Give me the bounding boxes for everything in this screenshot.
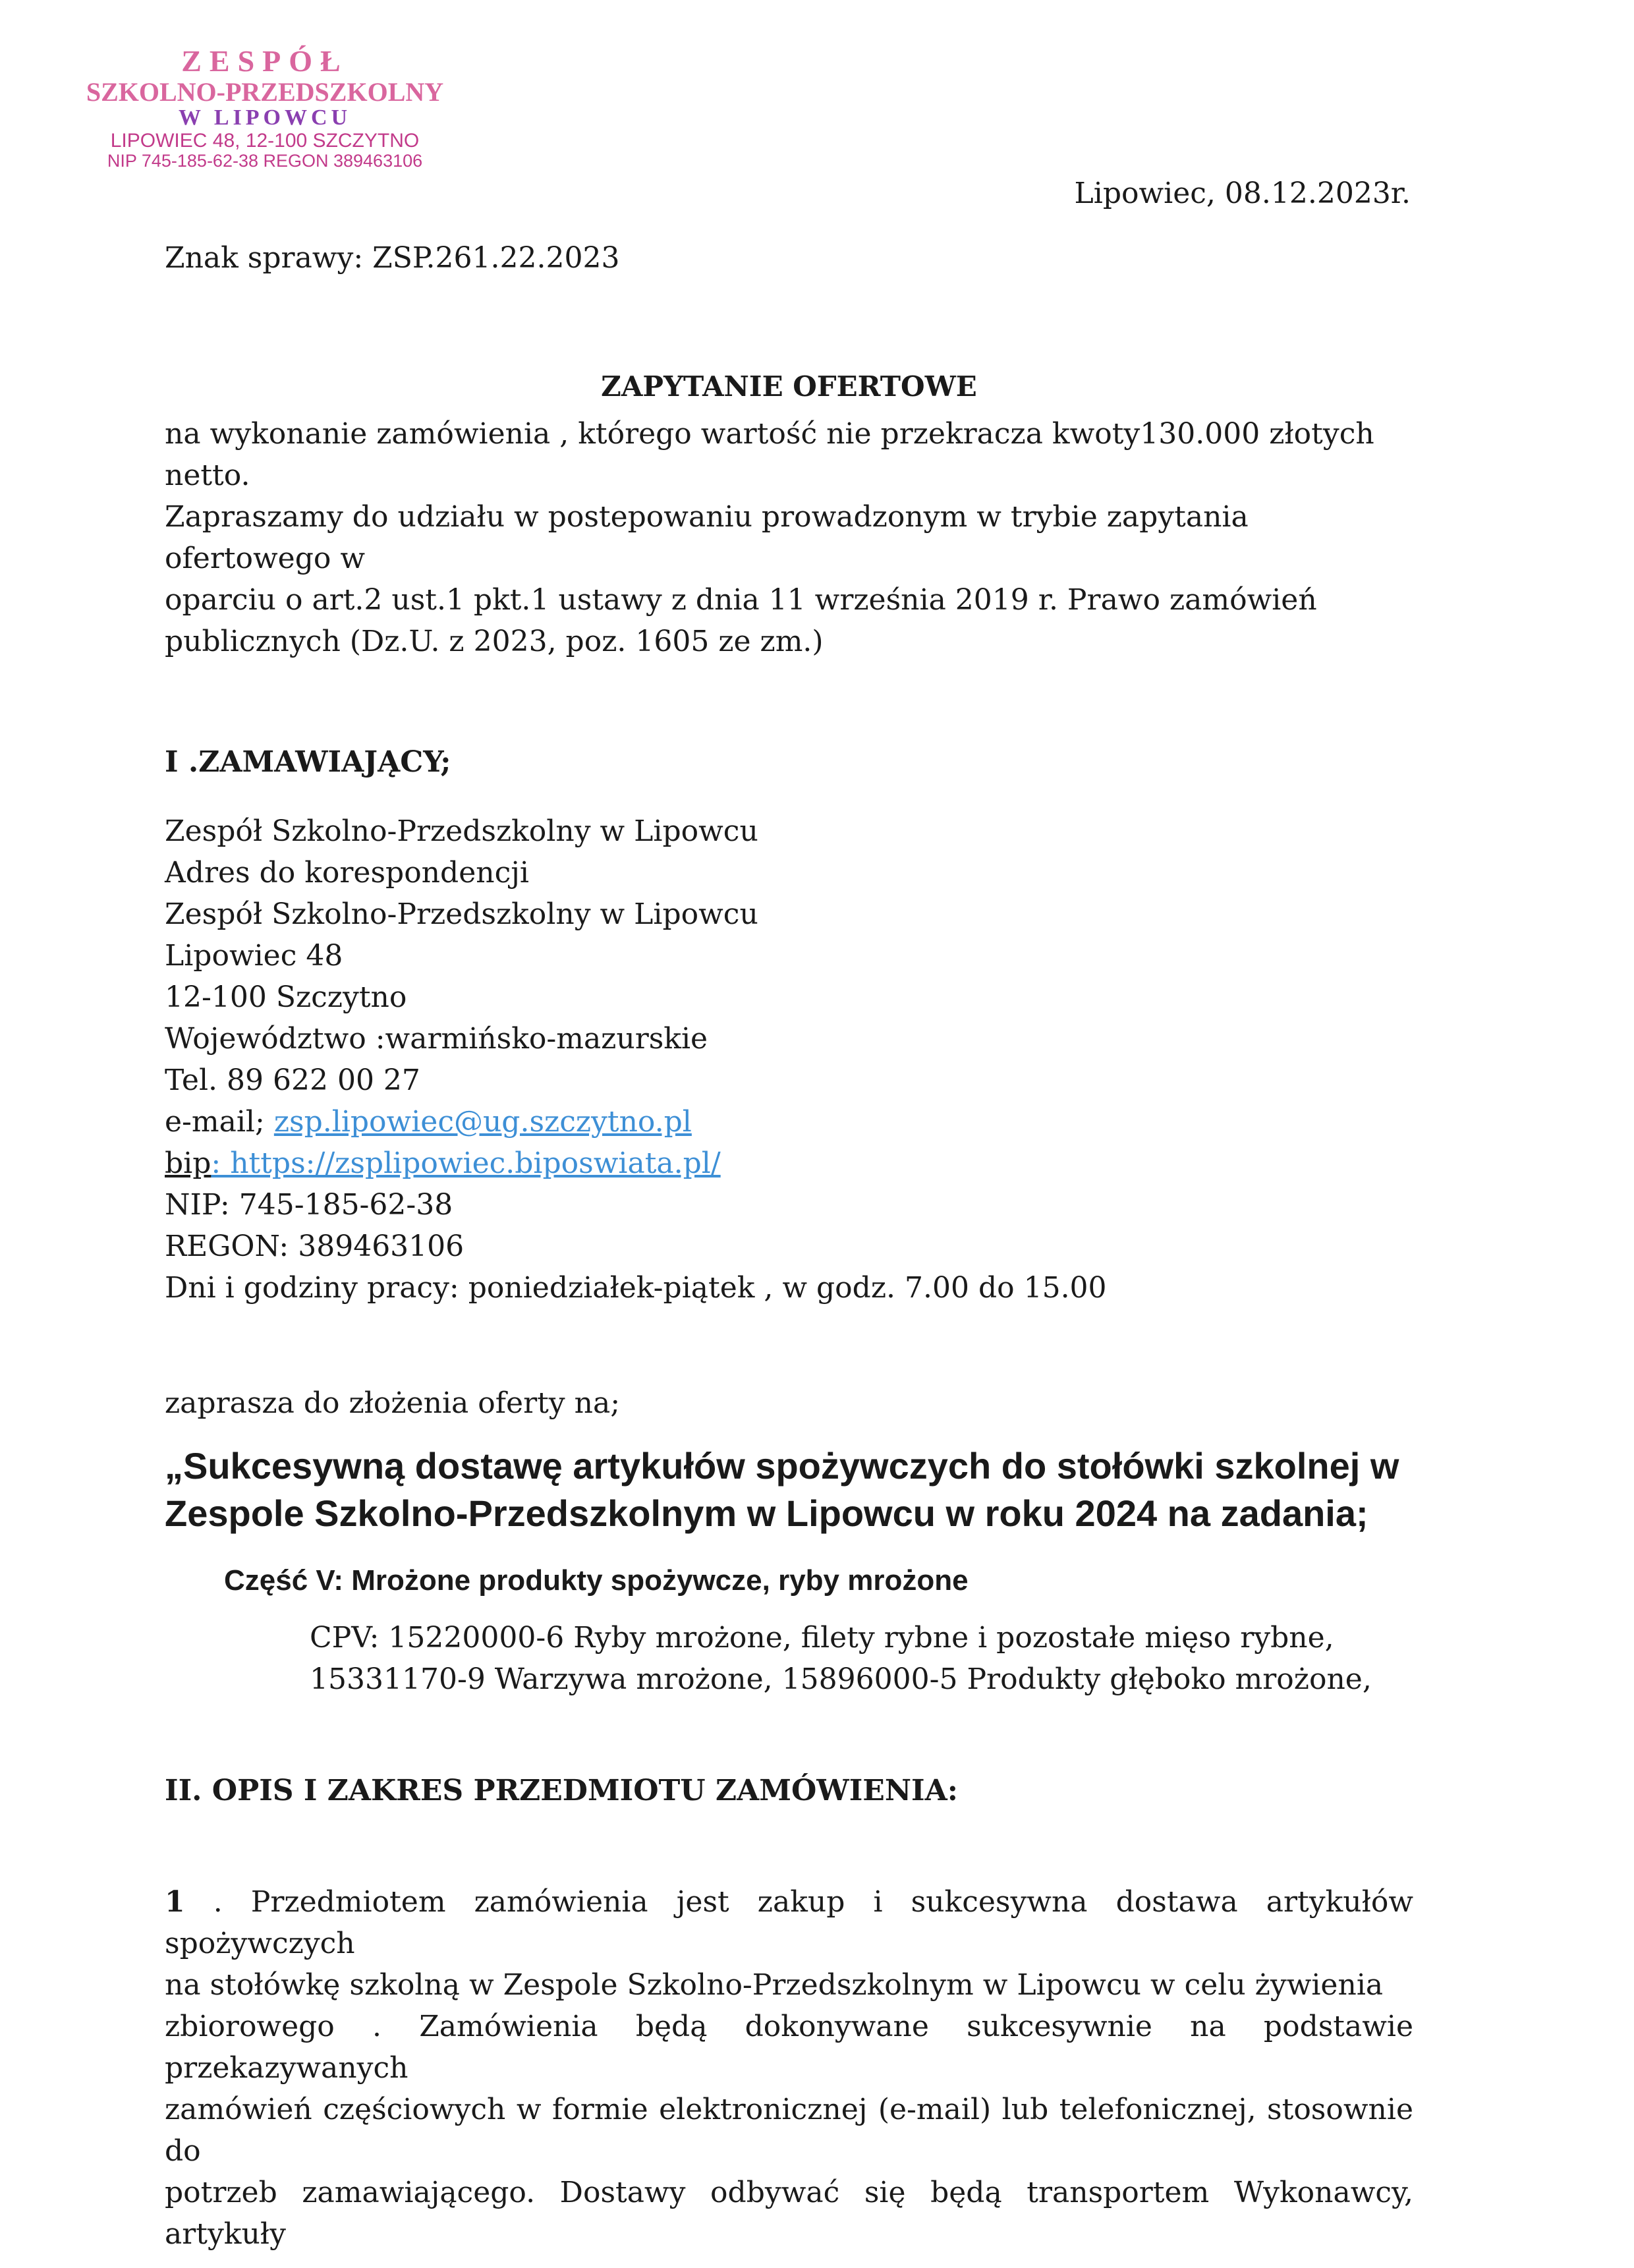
invitation-text: zaprasza do złożenia oferty na; (165, 1386, 621, 1420)
email-row (165, 1101, 1413, 1143)
section-2-heading: II. OPIS I ZAKRES PRZEDMIOTU ZAMÓWIENIA: (165, 1774, 959, 1807)
nip: NIP: 745-185-62-38 (165, 1188, 453, 1222)
paragraph-line (165, 1881, 1413, 1964)
stamp-line-1: ZESPÓŁ (181, 44, 349, 78)
voivodeship: Województwo :warmińsko-mazurskie (165, 1022, 708, 1056)
cpv-codes (310, 1617, 1413, 1700)
paragraph-line: zamówień częściowych w formie elektronicznej (e-mail) lub telefonicznej, stosownie do (165, 2093, 1413, 2168)
intro-paragraph (165, 413, 1413, 662)
paragraph-text: . Przedmiotem zamówienia jest zakup i sukcesywna dostawa artykułów spożywczych (165, 1885, 1413, 1960)
phone: Tel. 89 622 00 27 (165, 1063, 420, 1097)
stamp-line-4: LIPOWIEC 48, 12-100 SZCZYTNO (110, 129, 420, 152)
intro-line: Zapraszamy do udziału w postepowaniu prowadzonym w trybie zapytania ofertowego w (165, 500, 1249, 575)
street: Lipowiec 48 (165, 939, 343, 973)
intro-line: oparciu o art.2 ust.1 pkt.1 ustawy z dnia 11 września 2019 r. Prawo zamówień (165, 583, 1317, 617)
contracting-authority-details (165, 810, 1413, 1309)
section-1-heading: I .ZAMAWIAJĄCY; (165, 745, 451, 779)
bip-label: bip (165, 1147, 211, 1180)
document-body (165, 237, 1413, 2255)
institution-stamp (74, 45, 456, 171)
document-title: ZAPYTANIE OFERTOWE (601, 370, 977, 403)
email-link[interactable]: zsp.lipowiec@ug.szczytno.pl (273, 1105, 692, 1139)
working-hours: Dni i godziny pracy: poniedziałek-piątek , w godz. 7.00 do 15.00 (165, 1271, 1107, 1305)
city: 12-100 Szczytno (165, 980, 407, 1014)
stamp-line-5: NIP 745-185-62-38 REGON 389463106 (107, 150, 423, 171)
cpv-line: 15331170-9 Warzywa mrożone, 15896000-5 Produkty głęboko mrożone, (310, 1662, 1372, 1696)
document-date: Lipowiec, 08.12.2023r. (1074, 177, 1411, 210)
email-label: e-mail; (165, 1105, 274, 1139)
task-title-line: Zespole Szkolno-Przedszkolnym w Lipowcu w roku 2024 na zadania; (165, 1492, 1368, 1534)
regon: REGON: 389463106 (165, 1230, 465, 1263)
part-heading: Część V: Mrożone produkty spożywcze, ryby mrożone (224, 1564, 969, 1597)
stamp-line-2: SZKOLNO-PRZEDSZKOLNY (86, 76, 444, 107)
section-2-paragraph-1 (165, 1881, 1413, 2255)
address-label: Adres do korespondencji (165, 856, 529, 890)
paragraph-number: 1 (165, 1885, 185, 1919)
intro-line: publicznych (Dz.U. z 2023, poz. 1605 ze zm.) (165, 625, 824, 658)
address-name: Zespół Szkolno-Przedszkolny w Lipowcu (165, 897, 758, 931)
intro-line: na wykonanie zamówienia , którego wartość nie przekracza kwoty130.000 złotych netto. (165, 417, 1374, 492)
paragraph-line: na stołówkę szkolną w Zespole Szkolno-Przedszkolnym w Lipowcu w celu żywienia (165, 1968, 1384, 2002)
stamp-line-3: W LIPOWCU (178, 105, 352, 130)
task-title (165, 1442, 1413, 1537)
bip-link[interactable]: : https://zsplipowiec.biposwiata.pl/ (211, 1147, 721, 1180)
bip-row (165, 1143, 1413, 1184)
task-title-line: „Sukcesywną dostawę artykułów spożywczych do stołówki szkolnej w (165, 1445, 1399, 1487)
paragraph-line: zbiorowego . Zamówienia będą dokonywane sukcesywnie na podstawie przekazywanych (165, 2010, 1413, 2085)
case-number: Znak sprawy: ZSP.261.22.2023 (165, 241, 620, 275)
authority-name: Zespół Szkolno-Przedszkolny w Lipowcu (165, 814, 758, 848)
cpv-line: CPV: 15220000-6 Ryby mrożone, filety rybne i pozostałe mięso rybne, (310, 1621, 1334, 1655)
paragraph-line: potrzeb zamawiającego. Dostawy odbywać się będą transportem Wykonawcy, artykuły (165, 2176, 1413, 2251)
